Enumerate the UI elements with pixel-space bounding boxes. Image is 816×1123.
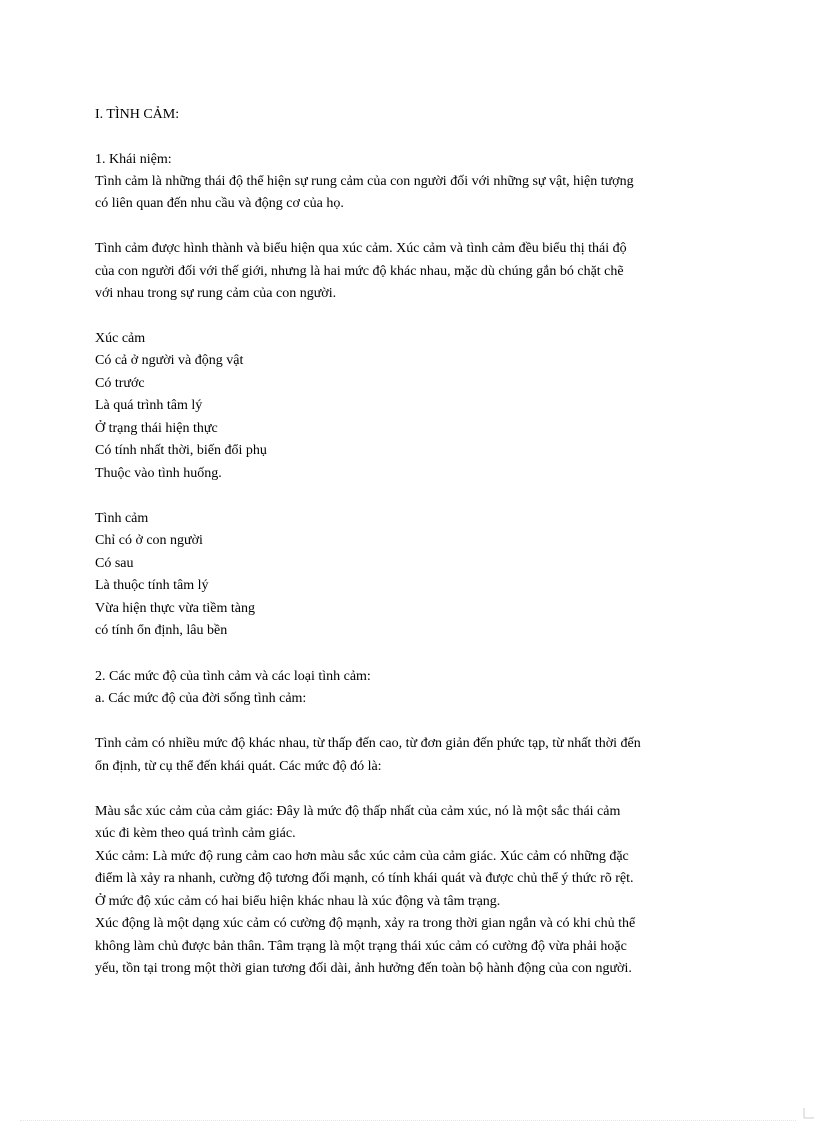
section-2-paragraph-1-line-1: Tình cảm có nhiều mức độ khác nhau, từ thấp đến cao, từ đơn giản đến phức tạp, từ nhất thời đến [95, 736, 641, 751]
section-2-title: 2. Các mức độ của tình cảm và các loại tình cảm: [95, 669, 371, 684]
xuc-cam-list-item: Có cả ở người và động vật [95, 353, 244, 368]
tinh-cam-list-item: có tính ổn định, lâu bền [95, 623, 228, 638]
xuc-cam-list-title: Xúc cảm [95, 331, 146, 346]
page-bottom-border [20, 1120, 796, 1121]
section-2-paragraph-2-line-6: Xúc động là một dạng xúc cảm có cường độ mạnh, xảy ra trong thời gian ngắn và có khi chủ thể [95, 916, 636, 931]
document-heading: I. TÌNH CẢM: [95, 107, 180, 122]
section-1-paragraph-2-line-3: với nhau trong sự rung cảm của con người. [95, 286, 337, 301]
section-2-paragraph-2-line-7: không làm chủ được bản thân. Tâm trạng là một trạng thái xúc cảm có cường độ vừa phải hoặc [95, 939, 627, 954]
tinh-cam-list-item: Vừa hiện thực vừa tiềm tàng [95, 601, 255, 616]
xuc-cam-list-item: Ở trạng thái hiện thực [95, 421, 218, 436]
section-1-paragraph-2-line-2: của con người đối với thế giới, nhưng là hai mức độ khác nhau, mặc dù chúng gắn bó chặt chẽ [95, 264, 624, 279]
section-1-title: 1. Khái niệm: [95, 152, 172, 167]
xuc-cam-list-item: Có trước [95, 376, 145, 391]
xuc-cam-list-item: Thuộc vào tình huống. [95, 466, 222, 481]
page-corner-mark [796, 1108, 814, 1122]
xuc-cam-list-item: Có tính nhất thời, biến đổi phụ [95, 443, 267, 458]
tinh-cam-list-item: Chỉ có ở con người [95, 533, 203, 548]
section-2-paragraph-2-line-8: yếu, tồn tại trong một thời gian tương đối dài, ảnh hưởng đến toàn bộ hành động của con người. [95, 961, 632, 976]
xuc-cam-list-item: Là quá trình tâm lý [95, 398, 203, 413]
section-2-paragraph-1-line-2: ổn định, từ cụ thể đến khái quát. Các mức độ đó là: [95, 759, 382, 774]
section-1-paragraph-2-line-1: Tình cảm được hình thành và biểu hiện qua xúc cảm. Xúc cảm và tình cảm đều biểu thị thái độ [95, 241, 627, 256]
tinh-cam-list-title: Tình cảm [95, 511, 149, 526]
section-2-paragraph-2-line-3: Xúc cảm: Là mức độ rung cảm cao hơn màu sắc xúc cảm của cảm giác. Xúc cảm có những đặc [95, 849, 629, 864]
section-2-paragraph-2-line-4: điểm là xảy ra nhanh, cường độ tương đối mạnh, có tính khái quát và được chủ thể ý thức rõ rệt. [95, 871, 634, 886]
section-1-paragraph-1-line-2: có liên quan đến nhu cầu và động cơ của họ. [95, 196, 344, 211]
section-2-paragraph-2-line-1: Màu sắc xúc cảm của cảm giác: Đây là mức độ thấp nhất của cảm xúc, nó là một sắc thái cảm [95, 804, 621, 819]
section-1-paragraph-1-line-1: Tình cảm là những thái độ thể hiện sự rung cảm của con người đối với những sự vật, hiện tượng [95, 174, 634, 189]
section-2-subtitle: a. Các mức độ của đời sống tình cảm: [95, 691, 307, 706]
section-2-paragraph-2-line-2: xúc đi kèm theo quá trình cảm giác. [95, 826, 296, 841]
tinh-cam-list-item: Là thuộc tính tâm lý [95, 578, 209, 593]
section-2-paragraph-2-line-5: Ở mức độ xúc cảm có hai biểu hiện khác nhau là xúc động và tâm trạng. [95, 894, 501, 909]
tinh-cam-list-item: Có sau [95, 556, 134, 571]
